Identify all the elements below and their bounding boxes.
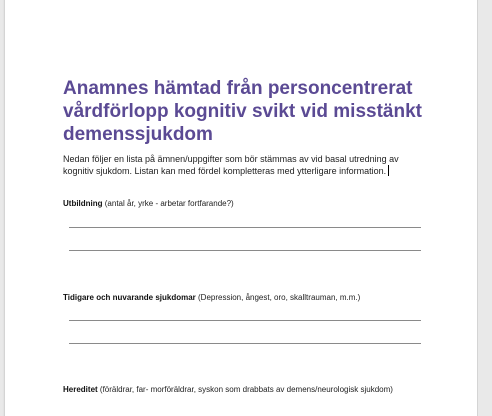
answer-line[interactable] [69, 343, 421, 344]
section-heredity[interactable] [63, 383, 423, 397]
section-heading[interactable]: Utbildning [63, 199, 103, 208]
intro-text[interactable]: Nedan följer en lista på ämnen/uppgifter som bör stämmas av vid basal utredning av kognitiv sjukdom. Listan kan med fördel kompletteras med ytterligare information. [63, 154, 399, 176]
section-detail[interactable]: (antal år, yrke - arbetar fortfarande?) [102, 199, 234, 208]
section-detail[interactable]: (Depression, ångest, oro, skalltrauman, m.m.) [195, 293, 361, 302]
section-heading[interactable]: Hereditet [63, 385, 98, 394]
document-title[interactable]: Anamnes hämtad från personcentrerat vårdförlopp kognitiv svikt vid misstänkt demenssjukdom [63, 78, 422, 145]
document-page[interactable] [4, 0, 478, 416]
answer-line[interactable] [69, 227, 421, 228]
answer-line[interactable] [69, 320, 421, 321]
section-detail[interactable]: (föräldrar, far- morföräldrar, syskon som drabbats av demens/neurologisk sjukdom) [97, 385, 393, 394]
vertical-scrollbar[interactable] [478, 0, 492, 416]
section-medical-history[interactable] [63, 291, 423, 305]
intro-paragraph[interactable] [63, 153, 433, 177]
section-education[interactable] [63, 197, 423, 211]
text-cursor [388, 165, 389, 176]
answer-line[interactable] [69, 250, 421, 251]
section-heading[interactable]: Tidigare och nuvarande sjukdomar [63, 293, 196, 302]
